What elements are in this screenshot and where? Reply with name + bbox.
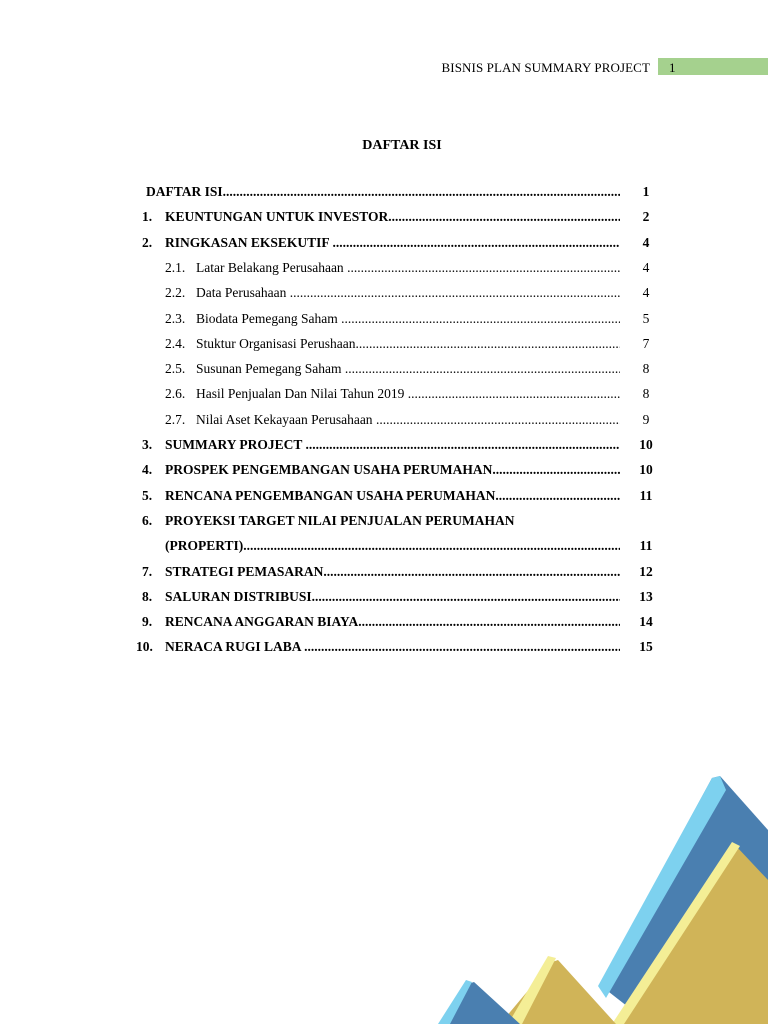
toc-entry-page: 9 [642,411,650,427]
toc-entry-page: 15 [639,639,653,655]
toc-entry-title: RENCANA ANGGARAN BIAYA [165,614,359,630]
toc-entry-title: Susunan Pemegang Saham [196,361,345,377]
toc-entry[interactable] [0,639,660,659]
toc-entry-title: Nilai Aset Kekayaan Perusahaan [196,411,376,427]
toc-entry-number: 3. [142,437,153,452]
toc-entry[interactable] [0,336,660,356]
toc-entry-page: 8 [642,386,650,402]
toc-dot-leader [388,209,620,225]
decor-small-light-blue-ridge [438,980,472,1024]
toc-entry[interactable] [0,412,660,432]
toc-entry-page: 5 [642,310,650,326]
toc-entry[interactable] [0,564,660,584]
toc-dot-leader [312,589,620,605]
toc-dot-leader [408,386,620,402]
header-page-number: 1 [669,60,676,75]
toc-entry[interactable] [0,513,620,533]
toc-entry-number: 2.4. [165,335,186,351]
toc-entry-page: 11 [639,538,653,554]
toc-entry-number: 5. [142,487,153,503]
toc-dot-leader [492,462,620,478]
toc-entry-number: 6. [142,512,153,528]
toc-entry[interactable] [0,538,660,558]
toc-entry-number: 4. [142,462,153,478]
toc-dot-leader [223,184,620,200]
page-header [0,58,768,78]
toc-entry[interactable] [0,488,660,508]
toc-entry-title: RENCANA PENGEMBANGAN USAHA PERUMAHAN [165,487,496,503]
toc-entry[interactable] [0,260,660,280]
toc-dot-leader [495,488,620,504]
toc-entry-page: 13 [639,588,653,604]
toc-dot-leader [306,437,620,453]
toc-entry-number: 1. [142,209,153,225]
toc-dot-leader [345,361,620,377]
toc-dot-leader [341,311,620,327]
toc-entry-title: Stuktur Organisasi Perushaan [196,335,356,351]
toc-entry-page: 14 [639,614,653,630]
decor-gold-slab [616,846,768,1024]
page-title: DAFTAR ISI [362,138,442,153]
toc-entry-title: Data Perusahaan [196,285,290,301]
toc-entry[interactable] [0,437,660,457]
toc-entry-title: PROYEKSI TARGET NILAI PENJUALAN PERUMAHAN [165,512,515,528]
toc-entry-number: 9. [142,614,153,630]
toc-entry-title: (PROPERTI) [165,538,244,554]
toc-entry[interactable] [0,184,660,204]
toc-entry-page: 7 [642,335,650,351]
decor-light-blue-ridge [598,776,726,998]
toc-dot-leader [304,639,620,655]
toc-entry[interactable] [0,614,660,634]
toc-dot-leader [376,412,620,428]
toc-entry-page: 8 [642,361,650,377]
toc-entry[interactable] [0,209,660,229]
decor-yellow-ridge [612,842,740,1024]
toc-entry[interactable] [0,235,660,255]
header-page-box [658,58,768,75]
header-title: BISNIS PLAN SUMMARY PROJECT [441,60,650,75]
toc-dot-leader [333,235,620,251]
toc-entry[interactable] [0,311,660,331]
toc-entry-number: 2.2. [165,285,186,301]
toc-entry-title: NERACA RUGI LABA [165,639,305,655]
toc-entry-number: 2.5. [165,361,186,377]
toc-entry-number: 7. [142,563,153,579]
toc-dot-leader [243,538,620,554]
toc-entry-title: SUMMARY PROJECT [165,437,306,452]
toc-entry-page: 10 [639,437,653,452]
toc-entry-number: 2.6. [165,386,186,402]
toc-entry-title: Latar Belakang Perusahaan [196,259,348,275]
toc-entry-page: 4 [642,234,650,250]
toc-dot-leader [358,614,620,630]
toc-entry-number: 8. [142,588,153,604]
toc-entry-title: SALURAN DISTRIBUSI [165,588,312,604]
toc-entry-number: 2. [142,234,153,250]
decor-small-blue-slab [440,982,520,1024]
toc-entry[interactable] [0,386,660,406]
toc-entry[interactable] [0,589,660,609]
toc-dot-leader [290,285,620,301]
toc-entry[interactable] [0,361,660,381]
toc-entry-page: 4 [642,259,650,275]
toc-dot-leader [347,260,620,276]
toc-entry-page: 12 [639,563,653,579]
toc-entry[interactable] [0,462,660,482]
toc-entry-title: DAFTAR ISI [146,184,223,199]
toc-dot-leader [323,564,620,580]
toc-entry-number: 2.7. [165,411,186,427]
toc-entry-number: 10. [136,639,153,655]
toc-dot-leader [355,336,620,352]
toc-entry-number: 2.1. [165,259,186,275]
toc-entry-page: 1 [642,184,650,199]
decor-small-yellow-ridge [508,956,556,1024]
toc-entry-title: PROSPEK PENGEMBANGAN USAHA PERUMAHAN [165,462,493,478]
decor-blue-slab [600,776,768,1024]
toc-entry[interactable] [0,285,660,305]
toc-entry-title: Hasil Penjualan Dan Nilai Tahun 2019 [196,386,408,402]
toc-entry-title: KEUNTUNGAN UNTUK INVESTOR [165,209,389,225]
toc-entry-page: 11 [639,487,653,503]
toc-entry-title: Biodata Pemegang Saham [196,310,342,326]
toc-entry-number: 2.3. [165,310,186,326]
toc-entry-title: RINGKASAN EKSEKUTIF [165,234,333,250]
toc-entry-title: STRATEGI PEMASARAN [165,563,324,579]
toc-entry-page: 2 [642,209,650,225]
toc-entry-page: 4 [642,285,650,301]
decor-small-gold-slab [500,960,616,1024]
toc-entry-page: 10 [639,462,653,478]
